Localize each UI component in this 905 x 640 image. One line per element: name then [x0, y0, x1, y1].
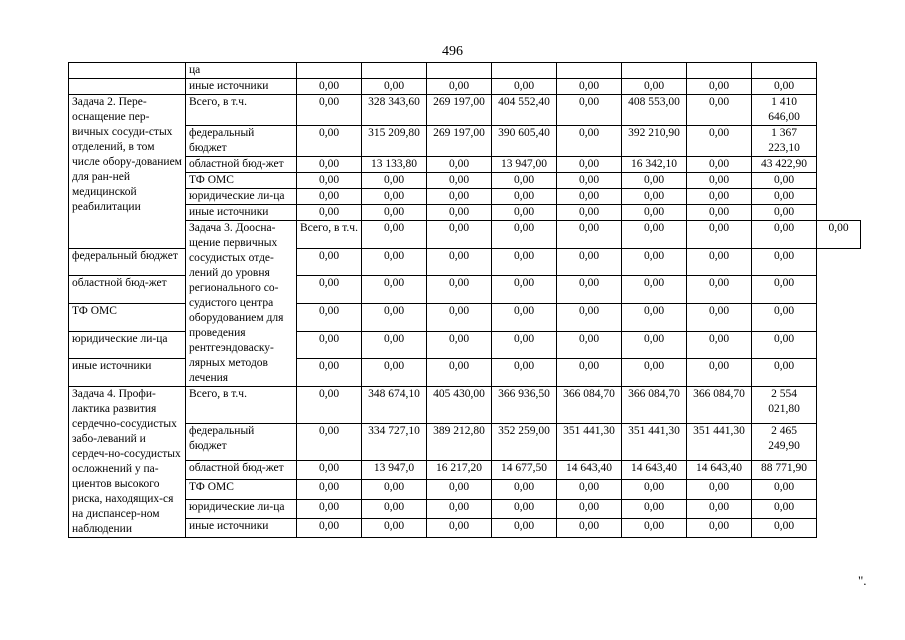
amount-cell: 0,00 [687, 499, 752, 518]
table-row [69, 424, 861, 461]
amount-cell: 0,00 [752, 205, 817, 221]
amount-cell: 0,00 [362, 480, 427, 499]
task-description-cell: Задача 4. Профи-лактика развития сердечно-сосудистых забо-леваний и сердеч-но-сосудистых осложнений у па-циентов высокого риска, находящих-ся на диспансер-ном наблюдении [69, 387, 186, 538]
amount-cell: 0,00 [297, 205, 362, 221]
amount-cell: 0,00 [427, 248, 492, 276]
amount-cell: 0,00 [752, 79, 817, 95]
amount-cell: 0,00 [687, 331, 752, 359]
amount-cell: 408 553,00 [622, 95, 687, 126]
amount-cell: 0,00 [362, 359, 427, 387]
amount-cell: 14 677,50 [492, 461, 557, 480]
amount-cell: 0,00 [427, 480, 492, 499]
table-row [69, 499, 861, 518]
amount-cell: 405 430,00 [427, 387, 492, 424]
amount-cell: 404 552,40 [492, 95, 557, 126]
funding-source-cell: ТФ ОМС [186, 173, 297, 189]
amount-cell: 0,00 [297, 518, 362, 537]
amount-cell: 0,00 [427, 173, 492, 189]
amount-cell: 0,00 [492, 189, 557, 205]
amount-cell: 0,00 [557, 126, 622, 157]
funding-source-cell: ца [186, 63, 297, 79]
amount-cell: 0,00 [492, 205, 557, 221]
amount-cell: 351 441,30 [557, 424, 622, 461]
amount-cell: 0,00 [622, 173, 687, 189]
amount-cell: 0,00 [427, 205, 492, 221]
amount-cell: 366 936,50 [492, 387, 557, 424]
table-row [69, 387, 861, 424]
amount-cell: 0,00 [687, 518, 752, 537]
amount-cell: 0,00 [557, 359, 622, 387]
amount-cell: 0,00 [752, 173, 817, 189]
amount-cell: 2 554 021,80 [752, 387, 817, 424]
amount-cell: 0,00 [622, 499, 687, 518]
funding-source-cell: федеральный бюджет [186, 126, 297, 157]
amount-cell: 0,00 [492, 331, 557, 359]
table-row [69, 205, 861, 221]
amount-cell: 0,00 [622, 331, 687, 359]
amount-cell: 0,00 [297, 303, 362, 331]
amount-cell: 0,00 [427, 359, 492, 387]
amount-cell: 0,00 [297, 276, 362, 304]
amount-cell: 0,00 [557, 518, 622, 537]
amount-cell: 0,00 [622, 359, 687, 387]
amount-cell: 0,00 [492, 359, 557, 387]
amount-cell: 0,00 [752, 480, 817, 499]
amount-cell: 0,00 [687, 276, 752, 304]
table-row [69, 95, 861, 126]
amount-cell: 0,00 [297, 424, 362, 461]
amount-cell: 0,00 [297, 480, 362, 499]
funding-source-cell: федеральный бюджет [186, 424, 297, 461]
amount-cell: 351 441,30 [622, 424, 687, 461]
funding-source-cell: ТФ ОМС [69, 303, 186, 331]
amount-cell: 0,00 [427, 331, 492, 359]
amount-cell [492, 63, 557, 79]
table-row [69, 189, 861, 205]
funding-source-cell: иные источники [69, 359, 186, 387]
amount-cell: 0,00 [557, 303, 622, 331]
amount-cell: 0,00 [492, 480, 557, 499]
funding-source-cell: иные источники [186, 205, 297, 221]
table-row [69, 173, 861, 189]
amount-cell: 0,00 [297, 248, 362, 276]
amount-cell: 0,00 [427, 157, 492, 173]
amount-cell: 366 084,70 [557, 387, 622, 424]
amount-cell: 0,00 [297, 331, 362, 359]
amount-cell: 0,00 [752, 518, 817, 537]
amount-cell: 0,00 [687, 205, 752, 221]
amount-cell: 0,00 [687, 189, 752, 205]
amount-cell: 0,00 [557, 480, 622, 499]
amount-cell: 315 209,80 [362, 126, 427, 157]
amount-cell: 2 465 249,90 [752, 424, 817, 461]
funding-source-cell: областной бюд-жет [186, 157, 297, 173]
funding-source-cell: юридические ли-ца [186, 189, 297, 205]
funding-source-cell: юридические ли-ца [69, 331, 186, 359]
amount-cell: 352 259,00 [492, 424, 557, 461]
amount-cell: 0,00 [752, 276, 817, 304]
amount-cell: 0,00 [492, 248, 557, 276]
amount-cell: 0,00 [752, 359, 817, 387]
amount-cell: 1 367 223,10 [752, 126, 817, 157]
amount-cell: 0,00 [297, 461, 362, 480]
funding-source-cell: областной бюд-жет [186, 461, 297, 480]
funding-source-cell: областной бюд-жет [69, 276, 186, 304]
closing-quote-mark: ". [858, 573, 867, 588]
amount-cell: 0,00 [687, 303, 752, 331]
amount-cell: 0,00 [752, 189, 817, 205]
amount-cell: 334 727,10 [362, 424, 427, 461]
amount-cell: 0,00 [557, 499, 622, 518]
table-row [69, 157, 861, 173]
amount-cell: 14 643,40 [687, 461, 752, 480]
amount-cell: 0,00 [427, 499, 492, 518]
amount-cell: 88 771,90 [752, 461, 817, 480]
amount-cell: 351 441,30 [687, 424, 752, 461]
funding-source-cell: Всего, в т.ч. [186, 387, 297, 424]
amount-cell: 0,00 [622, 189, 687, 205]
amount-cell: 0,00 [622, 276, 687, 304]
amount-cell: 14 643,40 [557, 461, 622, 480]
amount-cell: 0,00 [752, 331, 817, 359]
amount-cell [752, 63, 817, 79]
amount-cell: 0,00 [687, 173, 752, 189]
amount-cell: 348 674,10 [362, 387, 427, 424]
amount-cell: 0,00 [687, 79, 752, 95]
amount-cell: 0,00 [297, 387, 362, 424]
amount-cell: 14 643,40 [622, 461, 687, 480]
task-description-cell [69, 63, 186, 79]
amount-cell [557, 63, 622, 79]
amount-cell: 0,00 [557, 331, 622, 359]
amount-cell: 0,00 [687, 157, 752, 173]
amount-cell: 0,00 [817, 221, 861, 249]
amount-cell: 16 342,10 [622, 157, 687, 173]
funding-source-cell: федеральный бюджет [69, 248, 186, 276]
amount-cell: 392 210,90 [622, 126, 687, 157]
amount-cell: 0,00 [297, 126, 362, 157]
table-row [69, 461, 861, 480]
amount-cell: 16 217,20 [427, 461, 492, 480]
amount-cell: 0,00 [362, 79, 427, 95]
amount-cell: 0,00 [362, 499, 427, 518]
amount-cell: 389 212,80 [427, 424, 492, 461]
amount-cell: 0,00 [687, 221, 752, 249]
table-row [69, 518, 861, 537]
amount-cell: 0,00 [752, 303, 817, 331]
amount-cell: 0,00 [492, 79, 557, 95]
amount-cell: 0,00 [362, 173, 427, 189]
funding-source-cell: Всего, в т.ч. [297, 221, 362, 249]
amount-cell: 0,00 [362, 303, 427, 331]
amount-cell: 390 605,40 [492, 126, 557, 157]
amount-cell: 0,00 [557, 221, 622, 249]
amount-cell [362, 63, 427, 79]
amount-cell: 0,00 [492, 276, 557, 304]
amount-cell: 0,00 [427, 303, 492, 331]
amount-cell [687, 63, 752, 79]
amount-cell: 0,00 [557, 276, 622, 304]
amount-cell: 1 410 646,00 [752, 95, 817, 126]
table-row [69, 480, 861, 499]
amount-cell: 0,00 [622, 221, 687, 249]
table-row [69, 63, 861, 79]
amount-cell: 269 197,00 [427, 126, 492, 157]
amount-cell: 43 422,90 [752, 157, 817, 173]
amount-cell [297, 63, 362, 79]
amount-cell: 0,00 [557, 205, 622, 221]
amount-cell: 0,00 [557, 95, 622, 126]
amount-cell: 0,00 [622, 303, 687, 331]
amount-cell: 0,00 [687, 126, 752, 157]
funding-table-body [69, 63, 861, 538]
amount-cell: 0,00 [557, 79, 622, 95]
amount-cell: 0,00 [362, 276, 427, 304]
amount-cell: 0,00 [492, 221, 557, 249]
amount-cell: 0,00 [297, 189, 362, 205]
amount-cell: 366 084,70 [687, 387, 752, 424]
page-number: 496 [442, 44, 463, 59]
amount-cell: 0,00 [622, 480, 687, 499]
funding-source-cell: иные источники [186, 79, 297, 95]
task-description-cell: Задача 3. Доосна-щение первичных сосудистых отде-лений до уровня регионального со-судистого центра оборудованием для проведения рентгеэндоваску-лярных методов лечения [186, 221, 297, 387]
amount-cell: 13 947,00 [492, 157, 557, 173]
amount-cell: 0,00 [427, 79, 492, 95]
funding-table [68, 62, 861, 538]
amount-cell: 0,00 [427, 221, 492, 249]
amount-cell: 0,00 [752, 499, 817, 518]
amount-cell: 0,00 [362, 248, 427, 276]
table-row [69, 126, 861, 157]
amount-cell: 0,00 [622, 518, 687, 537]
table-row [69, 221, 861, 249]
amount-cell: 366 084,70 [622, 387, 687, 424]
amount-cell: 0,00 [362, 331, 427, 359]
amount-cell: 0,00 [297, 79, 362, 95]
amount-cell: 0,00 [687, 359, 752, 387]
task-description-cell: Задача 2. Пере-оснащение пер-вичных сосуди-стых отделений, в том числе обору-дованием для ран-ней медицинской реабилитации [69, 95, 186, 249]
amount-cell: 0,00 [557, 157, 622, 173]
amount-cell: 0,00 [427, 518, 492, 537]
amount-cell: 0,00 [492, 173, 557, 189]
amount-cell: 0,00 [622, 205, 687, 221]
amount-cell: 0,00 [492, 518, 557, 537]
amount-cell: 0,00 [297, 95, 362, 126]
amount-cell: 13 133,80 [362, 157, 427, 173]
amount-cell: 0,00 [557, 248, 622, 276]
amount-cell: 0,00 [622, 79, 687, 95]
amount-cell: 0,00 [687, 248, 752, 276]
amount-cell: 0,00 [297, 173, 362, 189]
amount-cell: 0,00 [362, 221, 427, 249]
amount-cell: 0,00 [557, 189, 622, 205]
amount-cell: 0,00 [752, 221, 817, 249]
amount-cell: 269 197,00 [427, 95, 492, 126]
amount-cell: 0,00 [297, 359, 362, 387]
amount-cell: 0,00 [687, 480, 752, 499]
table-row [69, 79, 861, 95]
amount-cell [427, 63, 492, 79]
funding-source-cell: юридические ли-ца [186, 499, 297, 518]
amount-cell: 0,00 [427, 276, 492, 304]
amount-cell: 0,00 [492, 303, 557, 331]
task-description-cell [69, 79, 186, 95]
amount-cell: 0,00 [622, 248, 687, 276]
amount-cell: 0,00 [297, 157, 362, 173]
amount-cell: 0,00 [557, 173, 622, 189]
amount-cell: 0,00 [362, 205, 427, 221]
amount-cell: 13 947,0 [362, 461, 427, 480]
amount-cell [622, 63, 687, 79]
amount-cell: 0,00 [687, 95, 752, 126]
funding-source-cell: Всего, в т.ч. [186, 95, 297, 126]
amount-cell: 0,00 [752, 248, 817, 276]
funding-source-cell: ТФ ОМС [186, 480, 297, 499]
amount-cell: 0,00 [427, 189, 492, 205]
amount-cell: 0,00 [297, 499, 362, 518]
amount-cell: 328 343,60 [362, 95, 427, 126]
amount-cell: 0,00 [492, 499, 557, 518]
funding-source-cell: иные источники [186, 518, 297, 537]
amount-cell: 0,00 [362, 189, 427, 205]
amount-cell: 0,00 [362, 518, 427, 537]
